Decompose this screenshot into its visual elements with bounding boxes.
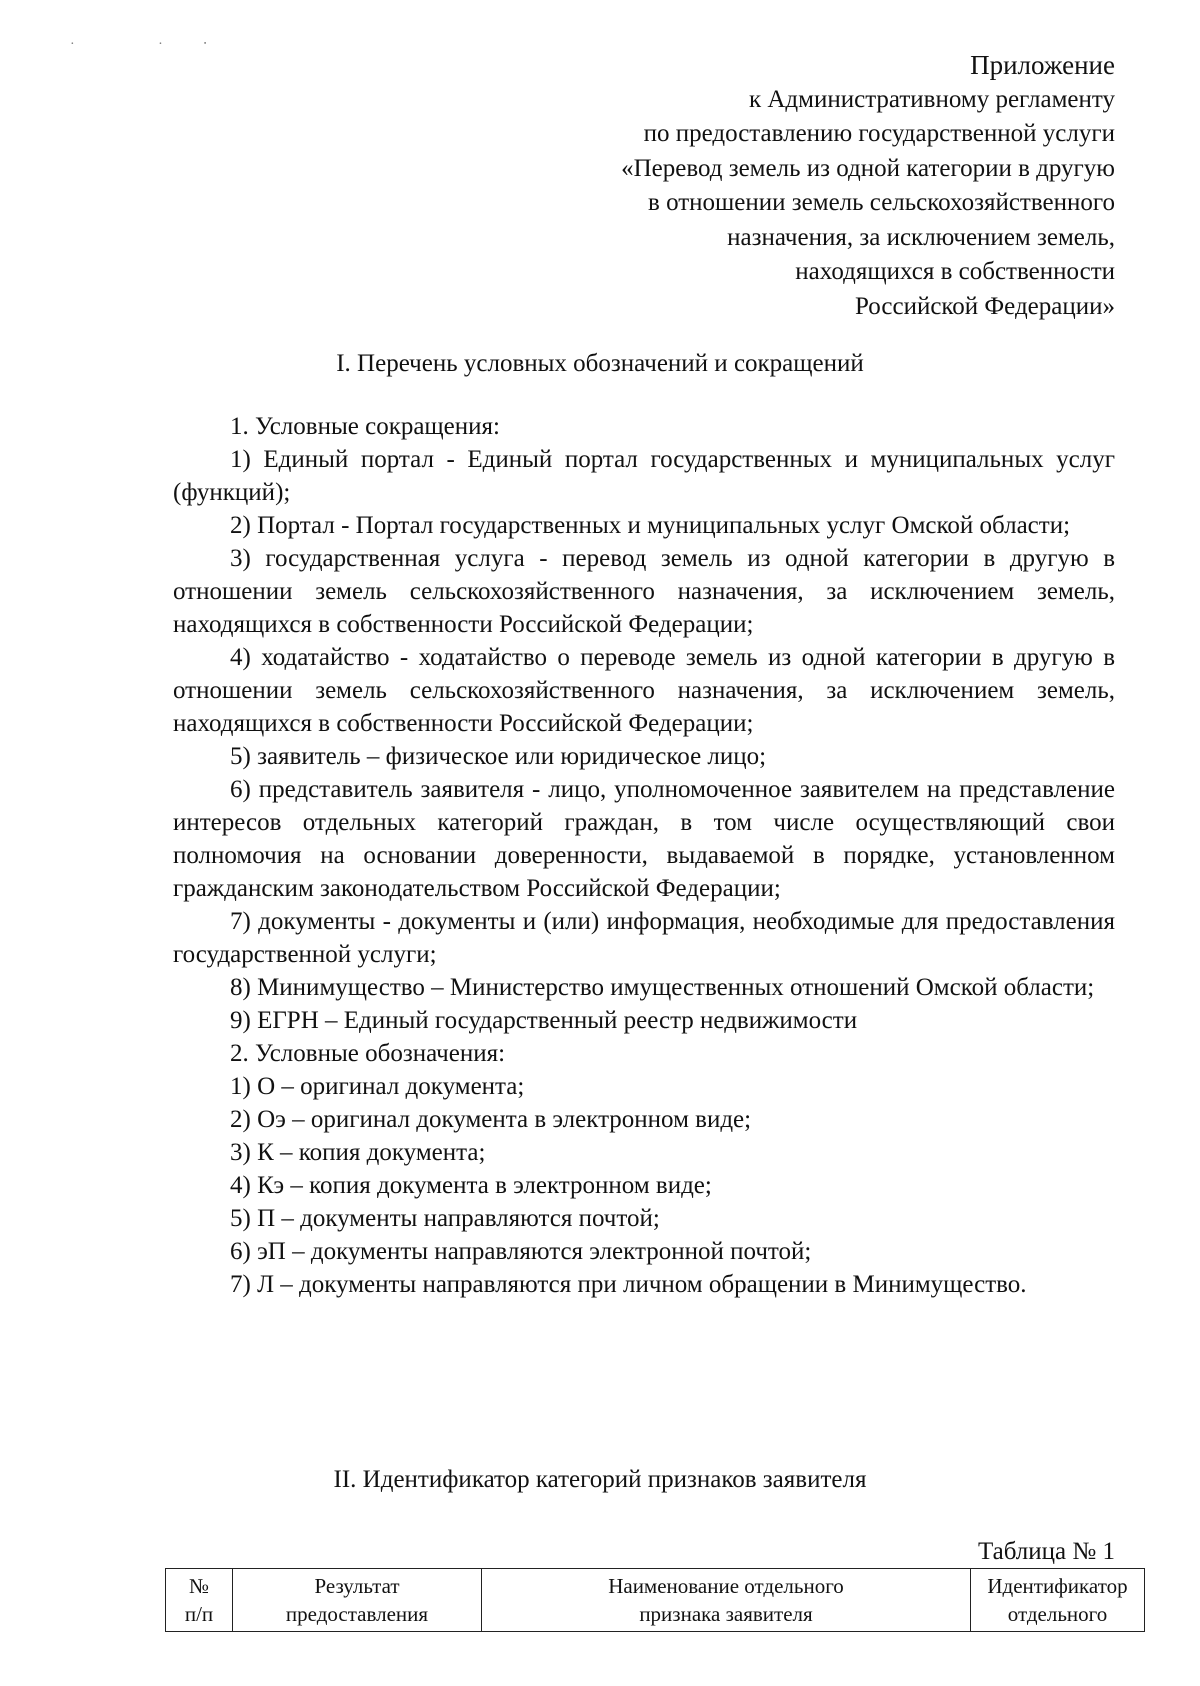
- appendix-line: к Административному регламенту: [748, 85, 1115, 113]
- paragraph: 2. Условные обозначения:: [230, 1040, 506, 1067]
- appendix-line: в отношении земель сельскохозяйственного: [648, 189, 1115, 216]
- paragraph: 7) Л – документы направляются при личном обращении в Минимущество.: [230, 1271, 1027, 1298]
- section2-title: II. Идентификатор категорий признаков заявителя: [333, 1466, 867, 1493]
- paragraph: 6) эП – документы направляются электронной почтой;: [230, 1238, 812, 1265]
- header-text: Идентификатор: [987, 1574, 1128, 1598]
- paragraph: 6) представитель заявителя - лицо, уполномоченное заявителем на представление интересов отдельных категорий граждан, в том числе осуществляющий свои полномочия на основании доверенности, выдаваемой в порядке, установленном гражданским законодательством Российской Федерации;: [173, 776, 1115, 902]
- paragraph: 3) К – копия документа;: [230, 1139, 486, 1166]
- header-cell-number: [166, 1569, 233, 1632]
- appendix-header: [475, 48, 1115, 324]
- section1-title: I. Перечень условных обозначений и сокращений: [336, 350, 864, 377]
- paragraph: 1) Единый портал - Единый портал государственных и муниципальных услуг (функций);: [173, 446, 1115, 506]
- appendix-title: Приложение: [970, 50, 1115, 80]
- header-text: признака заявителя: [639, 1602, 813, 1626]
- header-text: Наименование отдельного: [608, 1574, 844, 1598]
- paragraph: 9) ЕГРН – Единый государственный реестр недвижимости: [230, 1007, 858, 1034]
- paragraph: 5) заявитель – физическое или юридическое лицо;: [230, 743, 767, 770]
- header-text: Результат: [314, 1574, 400, 1598]
- paragraph: 8) Минимущество – Министерство имущественных отношений Омской области;: [230, 974, 1095, 1001]
- header-cell-result: [233, 1569, 482, 1632]
- paragraph: 3) государственная услуга - перевод земель из одной категории в другую в отношении земель сельскохозяйственного назначения, за исключением земель, находящихся в собственности Российской Федерации;: [173, 545, 1115, 638]
- paragraph: 1. Условные сокращения:: [230, 413, 500, 440]
- paragraph: 4) ходатайство - ходатайство о переводе земель из одной категории в другую в отношении земель сельскохозяйственного назначения, за исключением земель, находящихся в собственности Российской Федерации;: [173, 644, 1115, 737]
- paragraph: 1) О – оригинал документа;: [230, 1073, 525, 1100]
- appendix-line: по предоставлению государственной услуги: [643, 120, 1115, 147]
- table-header-row: [166, 1569, 1145, 1632]
- table-caption: Таблица № 1: [977, 1538, 1115, 1565]
- scan-specks: · ·‧: [70, 37, 248, 52]
- paragraph: 2) Оэ – оригинал документа в электронном виде;: [230, 1106, 752, 1133]
- appendix-line: Российской Федерации»: [854, 292, 1115, 320]
- section1-body: [173, 410, 1115, 1301]
- identifier-table: [165, 1568, 1145, 1632]
- header-cell-identifier: [971, 1569, 1145, 1632]
- header-text: №: [188, 1574, 210, 1598]
- header-text: п/п: [184, 1602, 214, 1626]
- header-cell-feature: [482, 1569, 971, 1632]
- header-text: предоставления: [285, 1602, 429, 1626]
- paragraph: 5) П – документы направляются почтой;: [230, 1205, 660, 1232]
- paragraph: 7) документы - документы и (или) информация, необходимые для предоставления государственной услуги;: [173, 908, 1115, 968]
- paragraph: 4) Кэ – копия документа в электронном виде;: [230, 1172, 712, 1199]
- appendix-line: находящихся в собственности: [795, 258, 1115, 285]
- appendix-line: назначения, за исключением земель,: [727, 223, 1115, 251]
- header-text: отдельного: [1007, 1602, 1108, 1626]
- paragraph: 2) Портал - Портал государственных и муниципальных услуг Омской области;: [230, 512, 1071, 539]
- appendix-line: «Перевод земель из одной категории в другую: [621, 154, 1115, 182]
